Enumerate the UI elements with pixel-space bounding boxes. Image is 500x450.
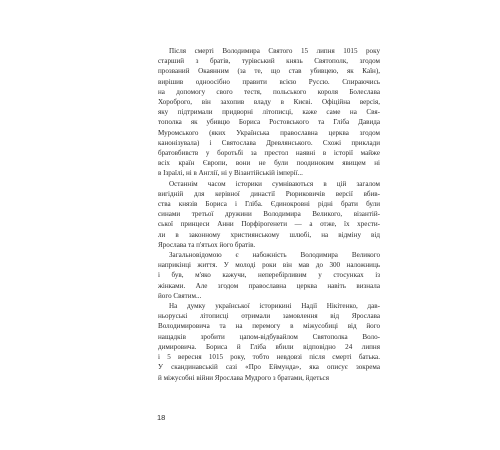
text-line: і був, м'яко кажучи, неперебірливим у стосунках із: [158, 271, 380, 280]
text-line: прозваний Окаянним (за те, що став убивцею, як Каїн),: [158, 67, 380, 76]
text-line: Після смерті Володимира Святого 15 липня 1015 року: [169, 47, 380, 55]
text-line: його Святим...: [158, 291, 202, 300]
page-number: 18: [157, 413, 166, 422]
text-line: ли в законному християнському шлюбі, на відміну від: [158, 230, 380, 239]
text-line: Хороброго, він захопив владу в Києві. Офіційна версія,: [158, 98, 380, 107]
text-line: У скандинавській сазі «Про Еймунда», яка описує зокрема: [158, 363, 380, 372]
text-line: яку підтримали придворні літописці, каже саме на Свя-: [158, 108, 380, 117]
paragraph: [158, 46, 380, 179]
text-line: Володимировича та на перемогу в міжусобиці від його: [158, 322, 380, 331]
text-line: вигідній для керівної династії Рюриковичів версії вбив-: [158, 189, 380, 198]
text-line: тополка як убивцю Бориса Ростовського та Гліба Давида: [158, 118, 380, 127]
text-line: Ярослава та п'ятьох його братів.: [158, 240, 256, 249]
text-line: ства князів Бориса і Гліба. Єдинокровні рідні брати були: [158, 200, 380, 209]
text-line: старший з братів, турівський князь Святополк, згодом: [158, 57, 380, 66]
text-line: синами третьої дружини Володимира Великого, візантій-: [158, 210, 380, 219]
text-line: наприкінці життя. У молоді роки він мав до 300 наложниць: [158, 261, 380, 270]
text-line: на допомогу свого тестя, польського короля Болеслава: [158, 87, 380, 96]
text-line: жінками. Але згодом православна церква навіть визнала: [158, 281, 380, 290]
text-line: братовбивств у боротьбі за престол наявні в історії майже: [158, 149, 380, 158]
text-line: в Ізраїлі, ні в Англії, ні у Візантійській імперії...: [158, 169, 303, 178]
text-line: ської принцеси Анни Порфірогенети — а отже, їх хрести-: [158, 220, 380, 229]
text-line: димировича. Бориса й Гліба вбили відповідно 24 липня: [158, 342, 380, 351]
text-line: й міжусобні війни Ярослава Мудрого з братами, йдеться: [158, 373, 329, 382]
paragraph: [158, 250, 380, 301]
text-line: канонізувала) і Святослава Древлянського. Схожі приклади: [158, 138, 380, 147]
text-line: Останнім часом історики сумніваються в цій загалом: [169, 179, 380, 188]
text-line: ньоруські літописці отримали замовлення від Ярослава: [158, 312, 380, 321]
body-text: [158, 46, 380, 383]
paragraph: [158, 301, 380, 383]
text-line: і 5 вересня 1015 року, тобто невдовзі після смерті батька.: [158, 353, 380, 362]
text-line: На думку української історикині Надії Нікітенко, дав-: [169, 302, 380, 311]
text-line: Муромського (яких Українська православна церква згодом: [158, 128, 380, 137]
text-line: нащадків зробити цапом-відбувайлом Святополка Воло-: [158, 332, 380, 341]
text-line: вирішив одноосібно правити всією Руссю. Спираючись: [158, 77, 380, 86]
text-line: Загальновідомою є набожність Володимира Великого: [169, 251, 380, 260]
paragraph: [158, 179, 380, 250]
text-line: всіх країн Європи, вони не були поодиноким явищем ні: [158, 159, 380, 168]
